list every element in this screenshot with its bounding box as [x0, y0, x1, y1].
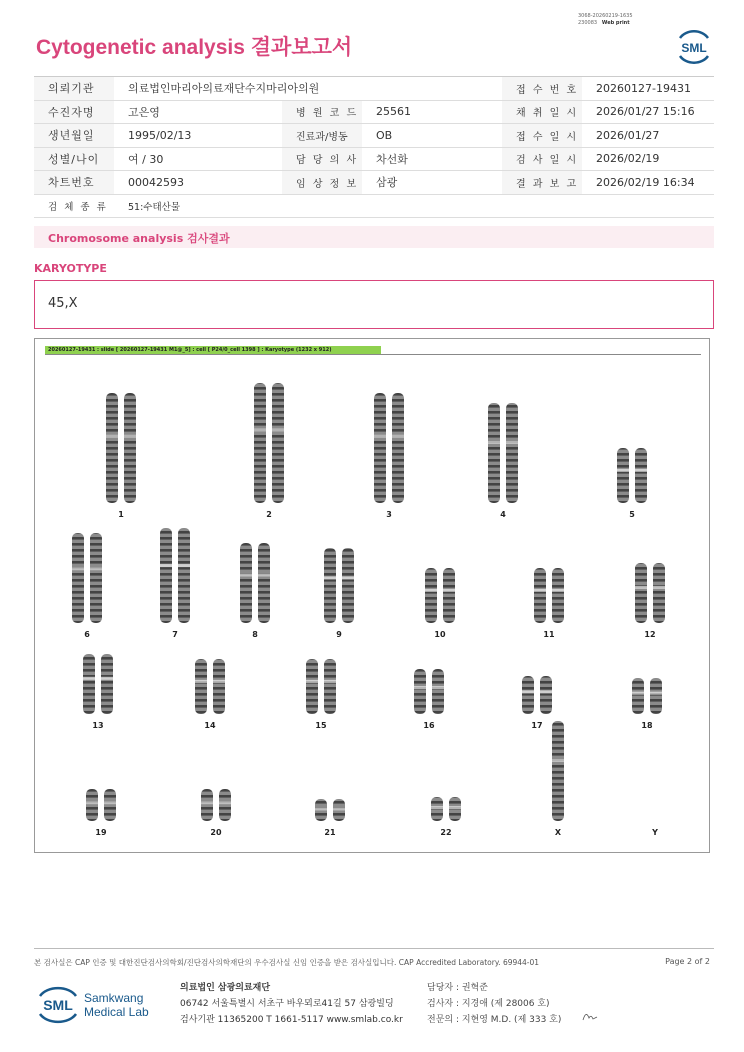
centromere	[635, 586, 647, 589]
chromatid	[632, 678, 644, 714]
chromosome-17	[522, 676, 552, 730]
centromere	[72, 567, 84, 570]
chromatid	[254, 383, 266, 503]
chromosome-label: 9	[336, 630, 342, 639]
chromosome-11	[534, 568, 564, 639]
chromosome-X	[552, 721, 564, 837]
footer-divider	[34, 948, 714, 949]
chromatid	[324, 659, 336, 714]
reported-value: 2026/02/19 16:34	[596, 175, 695, 189]
centromere	[213, 680, 225, 683]
chart-value: 00042593	[128, 175, 184, 189]
receipt-no-label: 접 수 번 호	[502, 77, 582, 100]
chromosome-Y	[651, 828, 658, 837]
centromere	[432, 686, 444, 689]
staff-info	[427, 980, 561, 1028]
chromatid	[195, 659, 207, 714]
chromatid	[201, 789, 213, 821]
chromosome-10	[425, 568, 455, 639]
clinical-label: 임 상 정 보	[282, 171, 362, 194]
centromere	[534, 589, 546, 592]
centromere	[540, 690, 552, 693]
print-code-line2: 230083	[578, 20, 598, 26]
chromosome-7	[160, 528, 190, 639]
page-title: Cytogenetic analysis 결과보고서	[36, 36, 353, 59]
chromatid	[83, 654, 95, 714]
chromatid	[101, 654, 113, 714]
chromosome-label: 16	[423, 721, 435, 730]
chromatid	[72, 533, 84, 623]
chromatid	[306, 659, 318, 714]
centromere	[83, 677, 95, 680]
chromatid	[534, 568, 546, 623]
centromere	[522, 690, 534, 693]
logo-line2: Medical Lab	[84, 1005, 149, 1019]
chromatid	[342, 548, 354, 623]
chromatid	[443, 568, 455, 623]
chromosome-label: 22	[440, 828, 452, 837]
chromosome-13	[83, 654, 113, 730]
doctor-label: 담 당 의 사	[282, 148, 362, 171]
centromere	[425, 589, 437, 592]
chromosome-label: X	[554, 828, 562, 837]
chromosome-2	[254, 383, 284, 519]
centromere	[333, 807, 345, 810]
chromosome-21	[315, 799, 345, 837]
hospital-code-value: 25561	[376, 105, 411, 119]
org-info	[180, 980, 403, 1028]
centromere	[617, 469, 629, 472]
centromere	[632, 692, 644, 695]
org-address: 06742 서울특별시 서초구 바우뫼로41길 57 삼광빌딩	[180, 999, 394, 1009]
centromere	[324, 680, 336, 683]
chromosome-label: 21	[324, 828, 336, 837]
centromere	[306, 680, 318, 683]
centromere	[258, 573, 270, 576]
specimen-value: 51:수태산물	[128, 201, 180, 213]
chromosome-16	[414, 669, 444, 730]
tested-label: 검 사 일 시	[502, 148, 582, 171]
chromosome-19	[86, 789, 116, 837]
institution-value: 의료법인마리아의료재단수지마리아의원	[128, 82, 320, 96]
chromatid	[635, 448, 647, 503]
chromosome-label: 3	[386, 510, 392, 519]
info-row	[34, 77, 714, 101]
chromosome-9	[324, 548, 354, 639]
chromosome-label: 18	[641, 721, 653, 730]
print-code	[578, 13, 658, 27]
centromere	[219, 801, 231, 804]
patient-label: 수진자명	[34, 101, 114, 124]
centromere	[443, 589, 455, 592]
reported-label: 결 과 보 고	[502, 171, 582, 194]
clinical-value: 삼광	[376, 176, 398, 190]
chromosome-label: 20	[210, 828, 222, 837]
patient-info-table	[34, 76, 714, 218]
web-print-label: Web print	[601, 20, 630, 26]
centromere	[449, 806, 461, 809]
logo-sml-text: SML	[43, 997, 73, 1013]
chromosome-label: 4	[500, 510, 506, 519]
staff-tester: 검사자 : 지경애 (제 28006 호)	[427, 999, 550, 1009]
chromosome-8	[240, 543, 270, 639]
centromere	[315, 807, 327, 810]
chromosome-20	[201, 789, 231, 837]
chromosome-label: 15	[315, 721, 327, 730]
signature-icon	[580, 1008, 600, 1024]
centromere	[240, 573, 252, 576]
karyotype-box	[34, 280, 714, 329]
chromatid	[104, 789, 116, 821]
specimen-label: 검 체 종 류	[34, 195, 114, 218]
chromosome-label: 8	[252, 630, 258, 639]
chromatid	[635, 563, 647, 623]
info-row	[34, 101, 714, 125]
info-row	[34, 195, 714, 219]
chromatid	[617, 448, 629, 503]
centromere	[272, 429, 284, 432]
centromere	[653, 586, 665, 589]
org-name: 의료법인 삼광의료재단	[180, 983, 271, 993]
karyogram-caption: 20260127-19431 : slide [ 20260127-19431 M1@_5] : cell [ P24/0_cell 1398 ] : Karyotype (1232 x 912)	[45, 346, 381, 354]
chromatid	[324, 548, 336, 623]
chromatid	[272, 383, 284, 503]
chromatid	[374, 393, 386, 503]
received-value: 2026/01/27	[596, 128, 660, 142]
centromere	[90, 567, 102, 570]
hospital-code-label: 병 원 코 드	[282, 101, 362, 124]
chromosome-label: 12	[644, 630, 656, 639]
centromere	[431, 806, 443, 809]
chromatid	[522, 676, 534, 714]
chromosome-18	[632, 678, 662, 730]
chromosome-14	[195, 659, 225, 730]
chromatid	[240, 543, 252, 623]
staff-manager: 담당자 : 권혁준	[427, 983, 488, 993]
chromatid	[432, 669, 444, 714]
chromatid	[425, 568, 437, 623]
chromatid	[86, 789, 98, 821]
chromatid	[392, 393, 404, 503]
patient-value: 고은영	[128, 105, 160, 119]
chromosome-label: 11	[543, 630, 555, 639]
centromere	[178, 564, 190, 567]
samkwang-logo-icon	[36, 982, 156, 1026]
chromosome-12	[635, 563, 665, 639]
chromosome-label: 6	[84, 630, 90, 639]
section-header	[34, 226, 714, 248]
chromosome-15	[306, 659, 336, 730]
centromere	[342, 577, 354, 580]
receipt-no-value: 20260127-19431	[596, 81, 691, 95]
chromosome-5	[617, 448, 647, 519]
centromere	[324, 577, 336, 580]
dob-label: 생년월일	[34, 124, 114, 147]
sml-logo-icon	[674, 28, 714, 66]
chromatid	[653, 563, 665, 623]
chromatid	[178, 528, 190, 623]
staff-specialist: 전문의 : 지현영 M.D. (제 333 호)	[427, 1015, 562, 1025]
chromatid	[106, 393, 118, 503]
centromere	[374, 435, 386, 438]
received-label: 접 수 일 시	[502, 124, 582, 147]
chromatid	[540, 676, 552, 714]
karyotype-value: 45,X	[48, 296, 78, 311]
info-row	[34, 124, 714, 148]
chromatid	[650, 678, 662, 714]
chromosome-label: 10	[434, 630, 446, 639]
chromatid	[552, 721, 564, 821]
chromosome-label: 7	[172, 630, 178, 639]
chromatid	[160, 528, 172, 623]
org-contact: 검사기관 11365200 T 1661-5117 www.smlab.co.kr	[180, 1015, 403, 1025]
karyotype-title: KARYOTYPE	[34, 262, 107, 275]
centromere	[635, 469, 647, 472]
chromosome-label: 5	[629, 510, 635, 519]
info-row	[34, 148, 714, 172]
logo-line1: Samkwang	[84, 991, 144, 1005]
institution-label: 의뢰기관	[34, 77, 114, 100]
chromosome-4	[488, 403, 518, 519]
chromosome-1	[106, 393, 136, 519]
centromere	[201, 801, 213, 804]
chromosome-label: 19	[95, 828, 107, 837]
centromere	[650, 692, 662, 695]
chart-label: 차트번호	[34, 171, 114, 194]
centromere	[124, 435, 136, 438]
chromatid	[258, 543, 270, 623]
dept-label: 진료과/병동	[282, 124, 362, 147]
centromere	[254, 429, 266, 432]
chromatid	[552, 568, 564, 623]
karyogram-svg	[35, 339, 711, 854]
sml-logo-text: SML	[681, 41, 707, 55]
centromere	[195, 680, 207, 683]
chromosome-label: 17	[531, 721, 543, 730]
chromatid	[488, 403, 500, 503]
centromere	[160, 564, 172, 567]
centromere	[488, 441, 500, 444]
karyogram-image	[34, 338, 710, 853]
chromatid	[506, 403, 518, 503]
tested-value: 2026/02/19	[596, 152, 660, 166]
doctor-value: 차선화	[376, 152, 408, 166]
centromere	[552, 589, 564, 592]
centromere	[392, 435, 404, 438]
chromosome-6	[72, 533, 102, 639]
section-title: Chromosome analysis 검사결과	[48, 232, 230, 245]
chromosome-3	[374, 393, 404, 519]
chromatid	[213, 659, 225, 714]
centromere	[414, 686, 426, 689]
page-number: Page 2 of 2	[665, 957, 710, 966]
chromatid	[90, 533, 102, 623]
dob-value: 1995/02/13	[128, 128, 192, 142]
centromere	[104, 801, 116, 804]
centromere	[106, 435, 118, 438]
centromere	[86, 801, 98, 804]
centromere	[506, 441, 518, 444]
collected-value: 2026/01/27 15:16	[596, 105, 695, 119]
sex-age-value: 여 / 30	[128, 152, 164, 166]
chromatid	[124, 393, 136, 503]
chromosome-22	[431, 797, 461, 837]
print-code-line1: 3068-20260219-1635	[578, 13, 633, 19]
info-row	[34, 171, 714, 195]
chromosome-label: 1	[118, 510, 124, 519]
centromere	[552, 759, 564, 762]
sex-age-label: 성별/나이	[34, 148, 114, 171]
chromosome-label: 13	[92, 721, 104, 730]
chromosome-label: Y	[652, 828, 658, 837]
chromosome-label: 2	[266, 510, 272, 519]
certification-text: 본 검사실은 CAP 인증 및 대한진단검사의학회/진단검사의학재단의 우수검사실 신임 인증을 받은 검사실입니다. CAP Accredited Laboratory. 69944-01	[34, 958, 540, 967]
collected-label: 채 취 일 시	[502, 101, 582, 124]
chromatid	[219, 789, 231, 821]
chromosome-label: 14	[204, 721, 216, 730]
chromatid	[414, 669, 426, 714]
dept-value: OB	[376, 128, 393, 142]
centromere	[101, 677, 113, 680]
